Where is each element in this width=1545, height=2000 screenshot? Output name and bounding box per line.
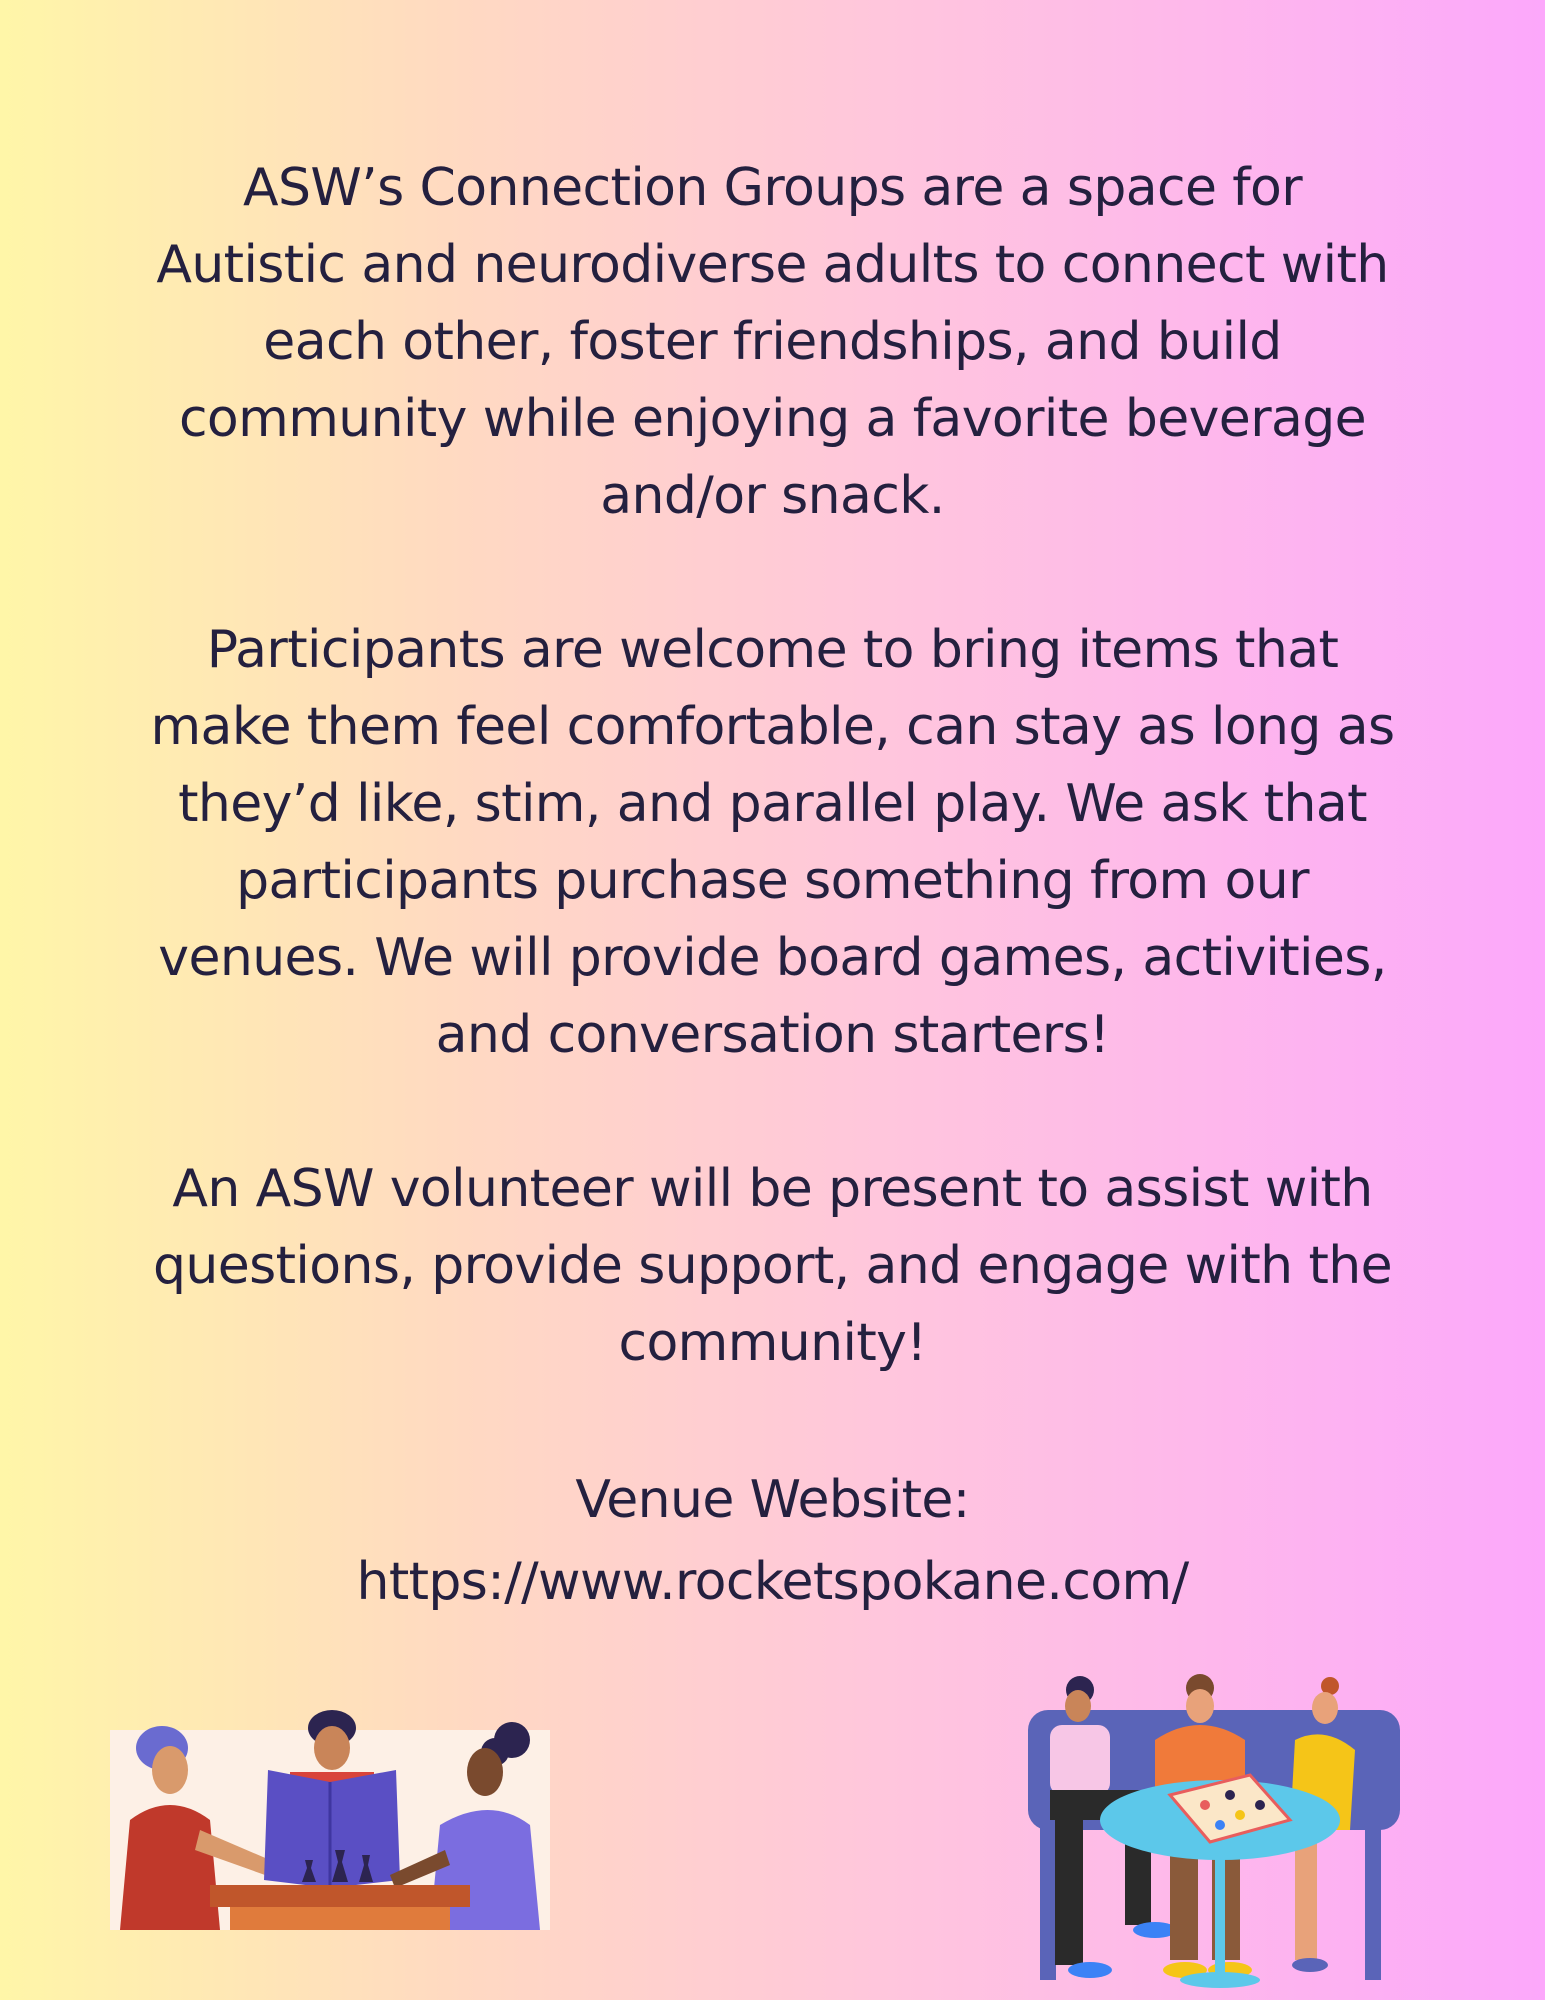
volunteer-paragraph: An ASW volunteer will be present to assist with questions, provide support, and engage with the community! xyxy=(152,1159,1393,1373)
intro-paragraph: ASW’s Connection Groups are a space for Autistic and neurodiverse adults to connect with each other, foster friendships, and build community while enjoying a favorite beverage and/or snack. xyxy=(156,158,1389,526)
flyer-content xyxy=(150,150,1395,1623)
board-game-illustration xyxy=(1020,1670,1400,1990)
participants-paragraph: Participants are welcome to bring items that make them feel comfortable, can stay as long as they’d like, stim, and parallel play. We ask that participants purchase something from our venues. We will provide board games, activities, and conversation starters! xyxy=(150,620,1395,1065)
venue-website-link[interactable]: https://www.rocketspokane.com/ xyxy=(356,1552,1189,1612)
chess-players-illustration xyxy=(100,1700,560,1930)
venue-website-label: Venue Website: xyxy=(575,1470,970,1530)
